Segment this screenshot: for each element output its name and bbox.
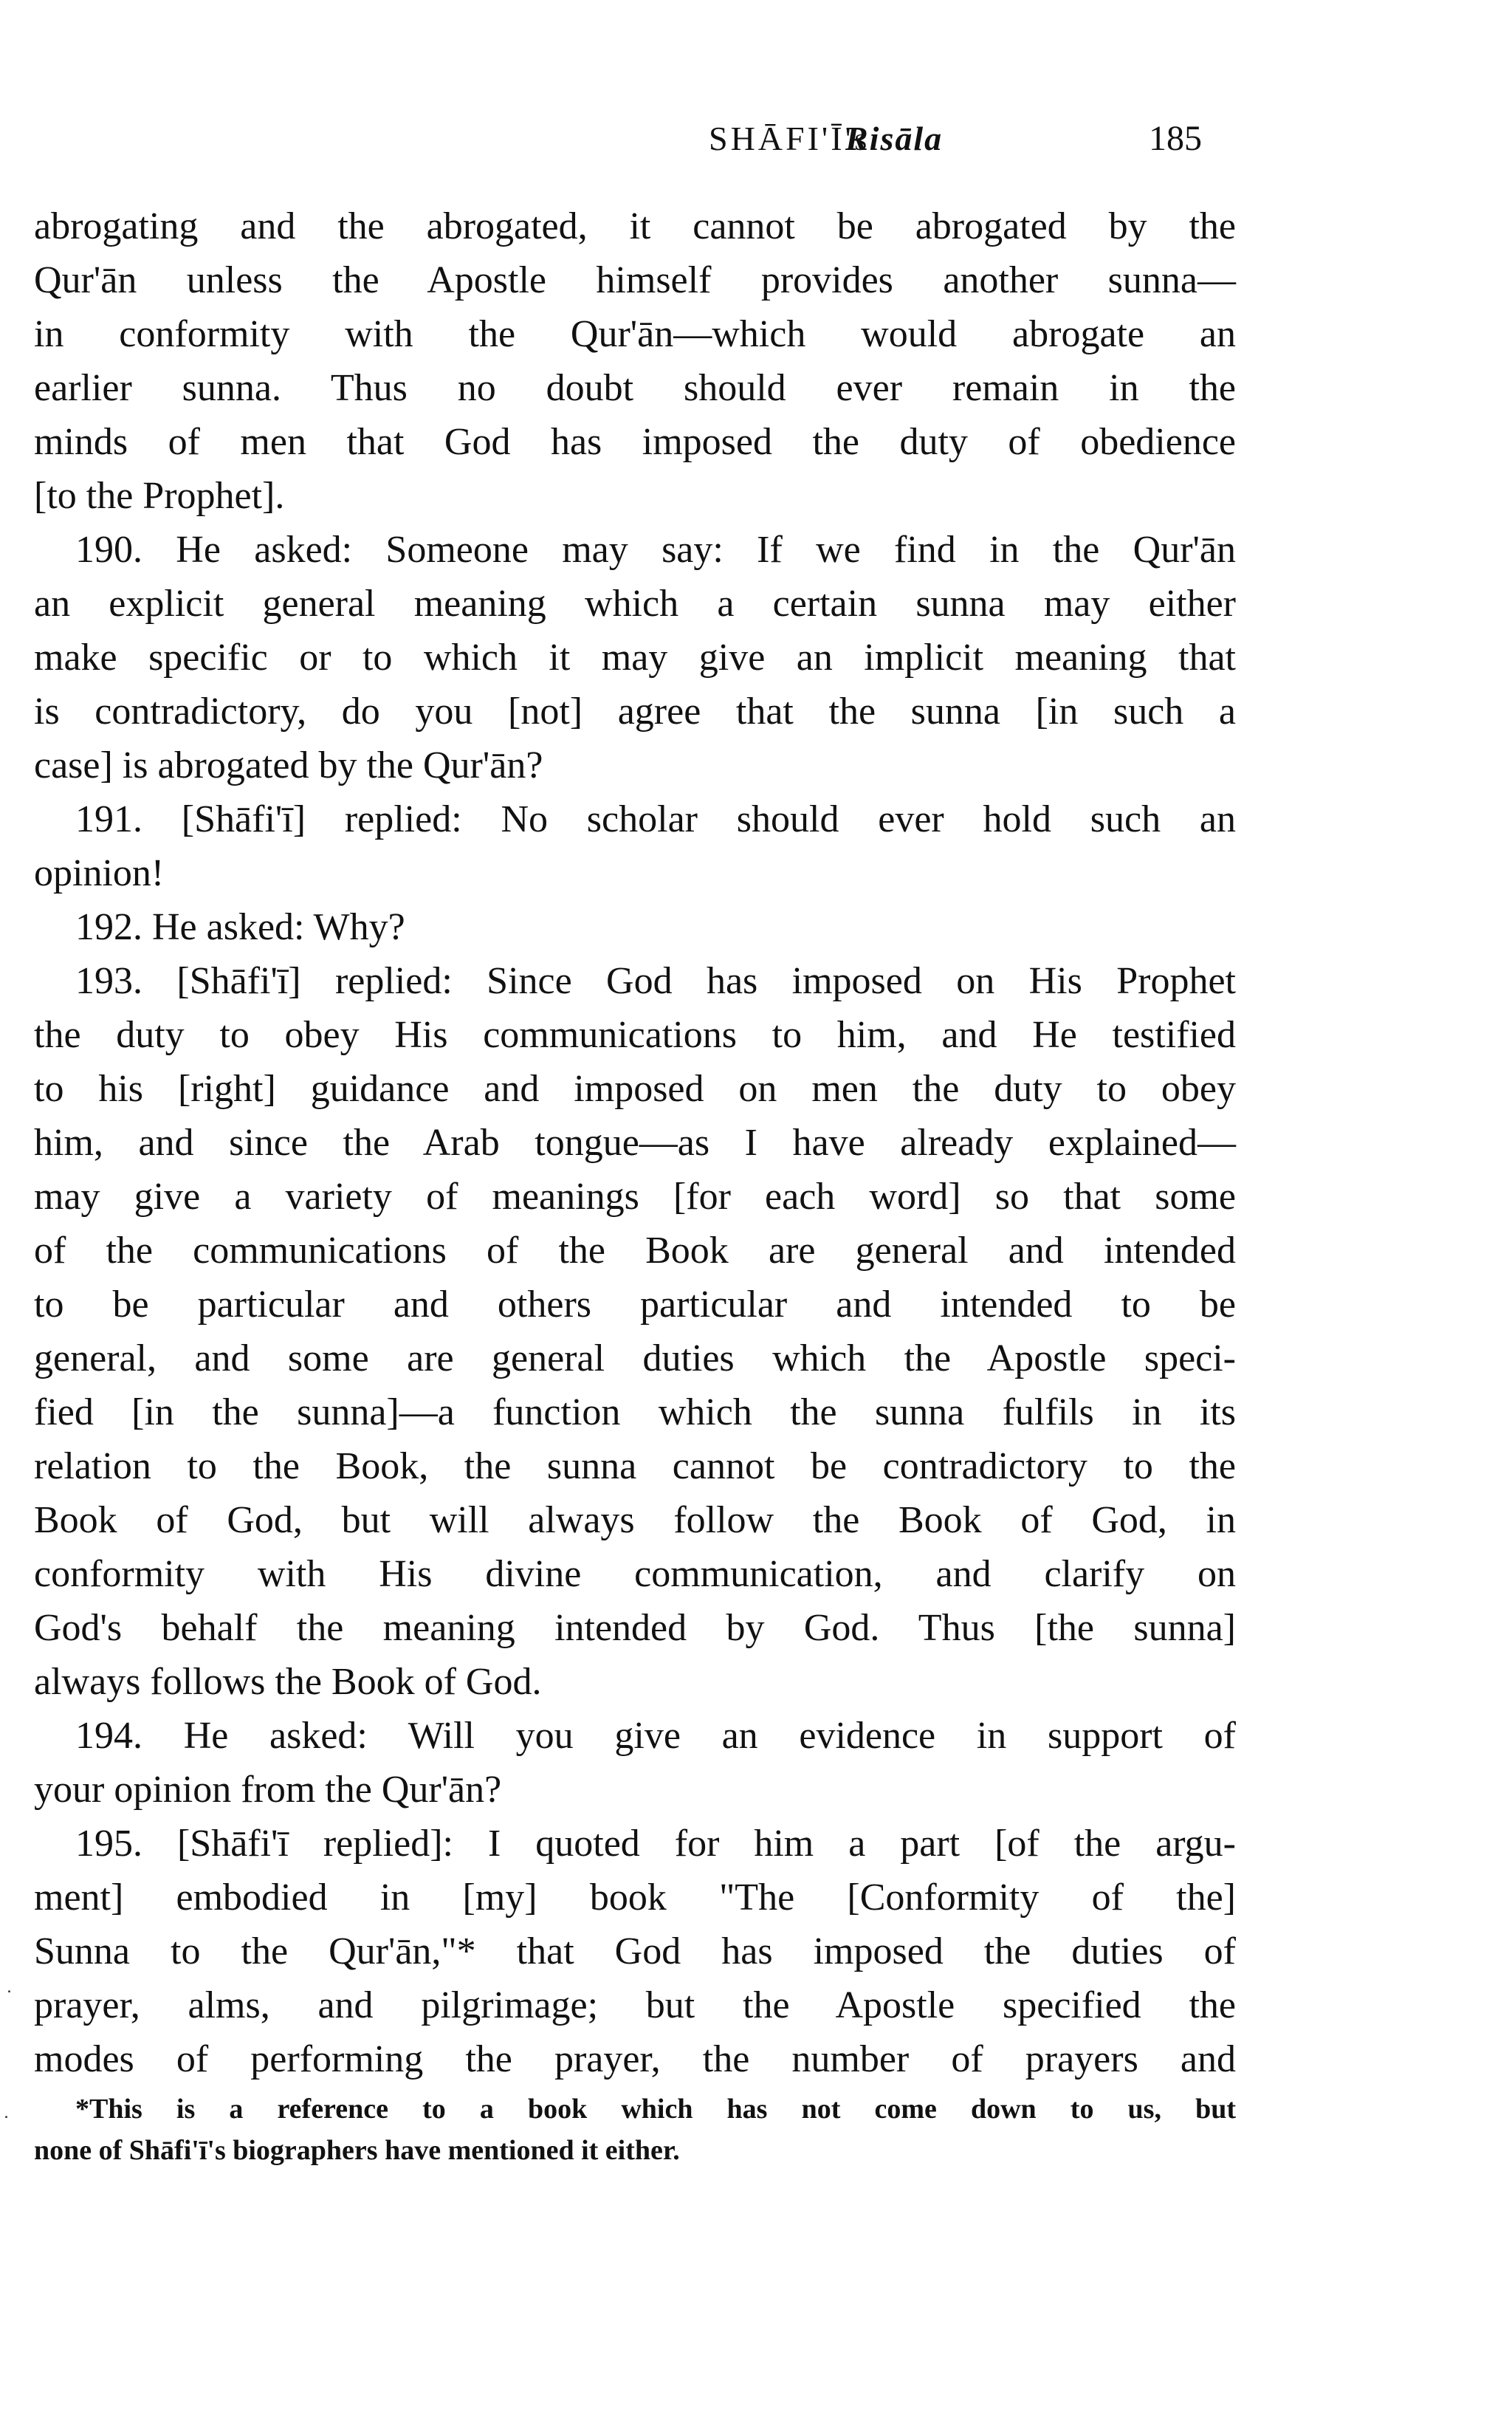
text-line: earlier sunna. Thus no doubt should ever remain in the (34, 367, 1236, 409)
text-line: modes of performing the prayer, the number of prayers and (34, 2038, 1236, 2080)
text-line: [to the Prophet]. (34, 475, 285, 517)
margin-speck: ˙ (1, 2114, 11, 2136)
footnote (34, 2088, 1236, 2171)
paragraph-191-start: 191. [Shāfi'ī] replied: No scholar should ever hold such an (75, 798, 1236, 840)
text-line: always follows the Book of God. (34, 1661, 542, 1703)
running-head-work-title: Risāla (845, 120, 944, 157)
text-line: to be particular and others particular and intended to be (34, 1283, 1236, 1326)
text-line: fied [in the sunna]—a function which the sunna fulfils in its (34, 1391, 1236, 1433)
paragraph-192: 192. He asked: Why? (75, 906, 405, 948)
paragraph-190-start: 190. He asked: Someone may say: If we find in the Qur'ān (75, 529, 1236, 571)
text-line: your opinion from the Qur'ān? (34, 1769, 502, 1811)
text-line: relation to the Book, the sunna cannot be contradictory to the (34, 1445, 1236, 1487)
footnote-line: *This is a reference to a book which has not come down to us, but (75, 2094, 1236, 2125)
text-line: the duty to obey His communications to him, and He testified (34, 1014, 1236, 1056)
text-line: conformity with His divine communication, and clarify on (34, 1553, 1236, 1595)
text-line: may give a variety of meanings [for each word] so that some (34, 1176, 1236, 1218)
text-line: opinion! (34, 852, 165, 894)
text-line: to his [right] guidance and imposed on men the duty to obey (34, 1068, 1236, 1110)
text-line: God's behalf the meaning intended by God. Thus [the sunna] (34, 1607, 1236, 1649)
text-line: minds of men that God has imposed the duty of obedience (34, 421, 1236, 463)
text-line: of the communications of the Book are general and intended (34, 1230, 1236, 1272)
paragraph-195-start: 195. [Shāfi'ī replied]: I quoted for him a part [of the argu- (75, 1823, 1236, 1865)
text-line: him, and since the Arab tongue—as I have already explained— (34, 1122, 1236, 1164)
body-text (34, 199, 1236, 2086)
text-line: case] is abrogated by the Qur'ān? (34, 744, 543, 786)
margin-speck: ˙ (4, 1988, 14, 2010)
paragraph-194-start: 194. He asked: Will you give an evidence in support of (75, 1715, 1236, 1757)
text-line: abrogating and the abrogated, it cannot be abrogated by the (34, 205, 1236, 247)
footnote-line: none of Shāfi'ī's biographers have mentioned it either. (34, 2135, 680, 2166)
text-line: is contradictory, do you [not] agree that the sunna [in such a (34, 690, 1236, 733)
text-line: Qur'ān unless the Apostle himself provides another sunna— (34, 259, 1236, 301)
page-number: 185 (1149, 119, 1202, 158)
running-head-author: SHĀFI'Ī's (709, 120, 870, 157)
text-line: prayer, alms, and pilgrimage; but the Apostle specified the (34, 1984, 1236, 2026)
text-line: make specific or to which it may give an implicit meaning that (34, 637, 1236, 679)
text-line: ment] embodied in [my] book "The [Conformity of the] (34, 1876, 1236, 1919)
text-line: Book of God, but will always follow the Book of God, in (34, 1499, 1236, 1541)
paragraph-193-start: 193. [Shāfi'ī] replied: Since God has imposed on His Prophet (75, 960, 1236, 1002)
text-line: general, and some are general duties which the Apostle speci- (34, 1337, 1236, 1379)
text-line: an explicit general meaning which a certain sunna may either (34, 583, 1236, 625)
text-line: Sunna to the Qur'ān,"* that God has imposed the duties of (34, 1930, 1236, 1972)
text-line: in conformity with the Qur'ān—which would abrogate an (34, 313, 1236, 355)
running-head (709, 109, 1226, 168)
